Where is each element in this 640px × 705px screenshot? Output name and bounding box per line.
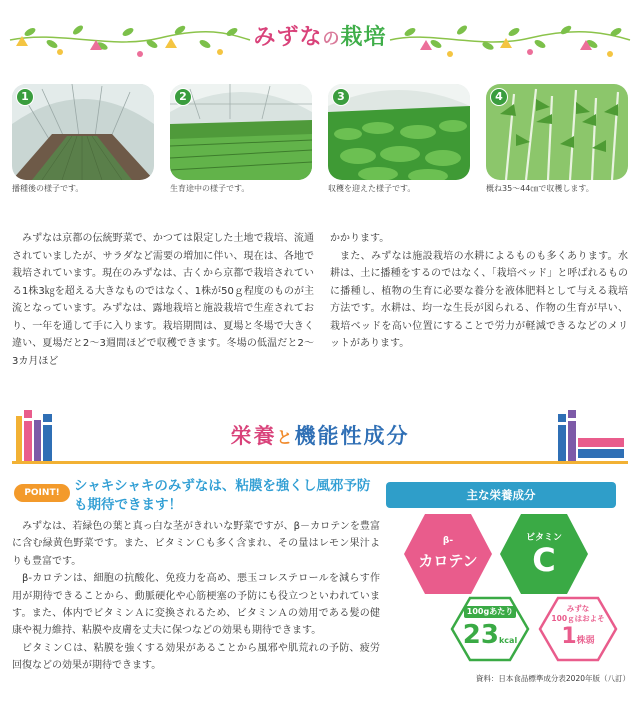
section2-paragraph-2: β-カロテンは、細胞の抗酸化、免疫力を高め、悪玉コレステロールを減らす作用が期待できることから、動脈硬化や心筋梗塞の予防にも役立つといわれています。また、体内でビタミンＡに変換されるため、ビタミンＡの効用である髪の健康や視力維持、粘膜や皮膚を丈夫に保つなどの効果も期待できます。 [12, 573, 380, 637]
hex4-line1: みずな [566, 604, 590, 613]
hex3-big-number: 23 [462, 620, 499, 650]
section2-title [0, 420, 640, 450]
hex3-value [450, 620, 530, 656]
point-heading: シャキシャキのみずなは、粘膜を強くし風邪予防も期待できます！ [74, 478, 371, 513]
nutrition-hexagons [386, 512, 626, 662]
photo-3-image [328, 84, 470, 180]
hex3-small-label: 100gあたり [466, 607, 514, 616]
hex-servings [538, 596, 618, 662]
photo-1 [12, 84, 154, 194]
hex2-small-label: ビタミン [525, 533, 562, 543]
title2-part-b: と [276, 428, 295, 447]
nutrition-source: 資料：日本食品標準成分表2020年版（八訂） [475, 674, 630, 683]
photo-2 [170, 84, 312, 194]
hex4-value [538, 624, 618, 654]
title2-part-c: 機能性成分 [294, 424, 410, 448]
hex2-big-label: C [532, 541, 556, 579]
section2-paragraph-1: みずなは、若緑色の葉と真っ白な茎がきれいな野菜ですが、β－カロテンを豊富に含む緑黄色野菜です。また、ビタミンＣも多く含まれ、その量はレモン果汁よりも豊富です。 [12, 521, 380, 567]
hex-calories [450, 596, 530, 662]
title1-part-a: みずな [253, 25, 323, 50]
title1-part-c: 栽培 [340, 25, 387, 50]
hex-vitamin-c [498, 512, 590, 596]
photo-1-image [12, 84, 154, 180]
section1-header [0, 0, 640, 70]
hex-beta-carotene [402, 512, 494, 596]
hex1-small-label: β- [442, 536, 454, 546]
photo-2-number: 2 [174, 88, 192, 106]
section1-paragraph-1: みずなは京都の伝統野菜で、かつては限定した土地で栽培、流通されていましたが、サラダなど需要の増加に伴い、現在は、各地で栽培されています。現在のみずなは、古くから京都で栽培されている1株3㎏を超える大きなものではなく、1株が50ｇ程度のものが主流となっています。みずなは、露地栽培と施設栽培で生産されており、一年を通して手に入ります。栽培期間は、夏場と冬場で大きく違い、夏場だと2～3週間ほどで収穫できます。冬場の低温だと2～3カ月ほど [12, 233, 314, 367]
section2-paragraph-3: ビタミンＣは、粘膜を強くする効果があることから風邪や肌荒れの予防、疲労回復などの効果が期待できます。 [12, 642, 380, 672]
photo-2-caption: 生育途中の様子です。 [170, 184, 250, 193]
section1-paragraph-1-cont: かかります。 [330, 233, 390, 244]
hex4-big-number: 1 [561, 624, 577, 649]
photo-3 [328, 84, 470, 194]
photo-4-number: 4 [490, 88, 508, 106]
section2-divider [12, 461, 628, 464]
section1-column-1 [12, 230, 314, 370]
photo-3-caption: 収穫を迎えた様子です。 [328, 184, 416, 193]
photo-3-number: 3 [332, 88, 350, 106]
photo-4 [486, 84, 628, 194]
photo-4-caption: 概ね35～44㎝で収穫します。 [486, 184, 594, 193]
photo-4-image [486, 84, 628, 180]
hex4-line2: 100ｇはおよそ [551, 614, 605, 623]
point-badge: POINT! [14, 484, 70, 502]
photo-row [12, 84, 628, 194]
section2-body [12, 518, 380, 675]
title2-part-a: 栄養 [230, 424, 277, 448]
hex4-unit: 株弱 [576, 636, 595, 646]
section1-title [0, 20, 640, 51]
section1-paragraph-2: また、みずなは施設栽培の水耕によるものも多くあります。水耕は、土に播種をするのではなく、「栽培ベッド」と呼ばれるものに播種し、植物の生育に必要な養分を液体肥料として与える栽培方法です。水耕は、均一な生長が図られる、作物の生育が早い、栽培ベッドを高い位置にすることで労力が軽減できるなどのメリットがあります。 [330, 250, 628, 349]
title1-part-b: の [322, 29, 341, 49]
section1-column-2 [330, 230, 628, 353]
photo-1-number: 1 [16, 88, 34, 106]
nutrition-header: 主な栄養成分 [386, 482, 616, 508]
photo-1-caption: 播種後の様子です。 [12, 184, 84, 193]
photo-2-image [170, 84, 312, 180]
hex1-big-label: カロテン [418, 552, 478, 570]
hex3-unit: kcal [498, 636, 518, 645]
